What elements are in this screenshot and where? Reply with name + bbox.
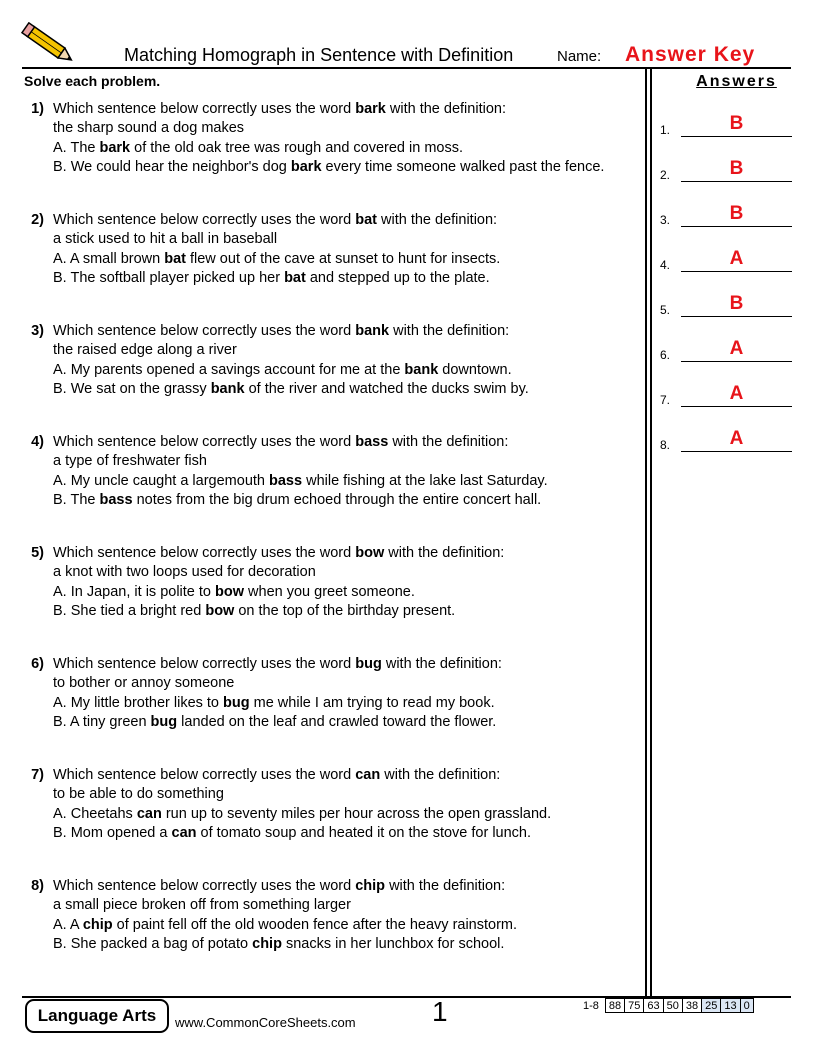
definition: to be able to do something xyxy=(53,786,224,803)
target-word: bass xyxy=(355,434,389,450)
question-number: 4) xyxy=(31,434,44,450)
answer-number: 1. xyxy=(660,123,671,137)
option-b: B. She packed a bag of potato chip snacks in her lunchbox for school. xyxy=(53,936,505,953)
question-item xyxy=(24,655,624,733)
option-a: A. The bark of the old oak tree was rough and covered in moss. xyxy=(53,139,464,156)
answer-row xyxy=(660,338,792,362)
question-prompt: Which sentence below correctly uses the word bass with the definition: xyxy=(53,434,509,450)
option-b: B. She tied a bright red bow on the top of the birthday present. xyxy=(53,603,456,620)
name-label: Name: xyxy=(557,48,602,65)
answer-number: 4. xyxy=(660,258,671,272)
definition: to bother or annoy someone xyxy=(53,675,235,692)
answer-line[interactable] xyxy=(681,316,792,317)
question-prompt: Which sentence below correctly uses the word can with the definition: xyxy=(53,767,501,783)
answer-line[interactable] xyxy=(681,271,792,272)
answer-key-label: Answer Key xyxy=(625,43,756,66)
question-prompt: Which sentence below correctly uses the word bow with the definition: xyxy=(53,545,505,561)
question-item xyxy=(24,211,624,289)
question-item xyxy=(24,877,624,955)
answer-value: B xyxy=(729,158,744,179)
answer-row xyxy=(660,248,792,272)
score-cell: 0 xyxy=(740,999,753,1013)
option-a: A. My parents opened a savings account for me at the bank downtown. xyxy=(53,361,512,378)
answer-row xyxy=(660,383,792,407)
score-cell: 13 xyxy=(721,999,740,1013)
option-a: A. My little brother likes to bug me while I am trying to read my book. xyxy=(53,694,495,711)
question-number: 5) xyxy=(31,545,44,561)
score-cell: 88 xyxy=(605,999,624,1013)
option-b: B. The softball player picked up her bat and stepped up to the plate. xyxy=(53,270,490,287)
question-item xyxy=(24,100,624,178)
score-table xyxy=(580,998,754,1013)
answer-value: B xyxy=(729,113,744,134)
target-word: bug xyxy=(355,656,382,672)
definition: a knot with two loops used for decoration xyxy=(53,564,316,581)
option-b: B. We sat on the grassy bank of the river and watched the ducks swim by. xyxy=(53,381,529,398)
definition: a small piece broken off from something larger xyxy=(53,897,351,914)
answer-line[interactable] xyxy=(681,136,792,137)
option-a: A. Cheetahs can run up to seventy miles per hour across the open grassland. xyxy=(53,805,552,822)
definition: the raised edge along a river xyxy=(53,342,237,359)
instructions: Solve each problem. xyxy=(24,73,161,89)
answers-heading: Answers xyxy=(696,73,777,90)
answer-line[interactable] xyxy=(681,181,792,182)
answer-line[interactable] xyxy=(681,451,792,452)
target-word: bark xyxy=(355,101,386,117)
definition: the sharp sound a dog makes xyxy=(53,120,245,137)
header-divider xyxy=(22,67,791,69)
website-url[interactable]: www.CommonCoreSheets.com xyxy=(175,1015,356,1030)
target-word: chip xyxy=(355,878,386,894)
question-number: 6) xyxy=(31,656,44,672)
answer-value: A xyxy=(729,338,744,359)
question-prompt: Which sentence below correctly uses the word chip with the definition: xyxy=(53,878,506,894)
target-word: bow xyxy=(355,545,385,561)
answer-row xyxy=(660,293,792,317)
column-divider xyxy=(645,68,647,997)
definition: a type of freshwater fish xyxy=(53,453,207,470)
option-b: B. Mom opened a can of tomato soup and heated it on the stove for lunch. xyxy=(53,825,532,842)
answer-number: 6. xyxy=(660,348,671,362)
score-cell: 38 xyxy=(682,999,701,1013)
pencil-icon xyxy=(20,22,80,68)
score-cell: 25 xyxy=(702,999,721,1013)
page-number: 1 xyxy=(432,996,448,1027)
option-b: B. The bass notes from the big drum echoed through the entire concert hall. xyxy=(53,492,542,509)
option-b: B. A tiny green bug landed on the leaf and crawled toward the flower. xyxy=(53,714,497,731)
answer-number: 5. xyxy=(660,303,671,317)
answer-value: B xyxy=(729,293,744,314)
score-cell: 63 xyxy=(644,999,663,1013)
option-a: A. In Japan, it is polite to bow when you greet someone. xyxy=(53,583,415,600)
option-a: A. A chip of paint fell off the old wooden fence after the heavy rainstorm. xyxy=(53,916,518,933)
answer-value: A xyxy=(729,248,744,269)
question-item xyxy=(24,544,624,622)
answer-value: B xyxy=(729,203,744,224)
answer-row xyxy=(660,113,792,137)
option-a: A. My uncle caught a largemouth bass while fishing at the lake last Saturday. xyxy=(53,472,548,489)
question-item xyxy=(24,766,624,844)
target-word: bank xyxy=(355,323,390,339)
column-divider xyxy=(650,68,652,997)
answer-row xyxy=(660,428,792,452)
answer-line[interactable] xyxy=(681,406,792,407)
question-number: 2) xyxy=(31,212,44,228)
question-number: 7) xyxy=(31,767,44,783)
question-item xyxy=(24,433,624,511)
question-item xyxy=(24,322,624,400)
answer-line[interactable] xyxy=(681,361,792,362)
question-prompt: Which sentence below correctly uses the word bat with the definition: xyxy=(53,212,498,228)
target-word: bat xyxy=(355,212,377,228)
option-b: B. We could hear the neighbor's dog bark every time someone walked past the fence. xyxy=(53,159,605,176)
question-prompt: Which sentence below correctly uses the word bark with the definition: xyxy=(53,101,506,117)
score-cell: 50 xyxy=(663,999,682,1013)
question-number: 1) xyxy=(31,101,44,117)
question-number: 8) xyxy=(31,878,44,894)
page-title: Matching Homograph in Sentence with Definition xyxy=(124,45,514,65)
answer-value: A xyxy=(729,383,744,404)
question-prompt: Which sentence below correctly uses the word bug with the definition: xyxy=(53,656,502,672)
target-word: can xyxy=(355,767,381,783)
answer-line[interactable] xyxy=(681,226,792,227)
answer-number: 3. xyxy=(660,213,671,227)
score-range: 1-8 xyxy=(583,999,599,1012)
answer-row xyxy=(660,158,792,182)
answer-row xyxy=(660,203,792,227)
answer-number: 2. xyxy=(660,168,671,182)
answer-number: 7. xyxy=(660,393,671,407)
score-cell: 75 xyxy=(625,999,644,1013)
brand-badge: Language Arts xyxy=(25,999,169,1033)
option-a: A. A small brown bat flew out of the cave at sunset to hunt for insects. xyxy=(53,250,501,267)
definition: a stick used to hit a ball in baseball xyxy=(53,231,278,248)
answer-number: 8. xyxy=(660,438,671,452)
answer-value: A xyxy=(729,428,744,449)
question-number: 3) xyxy=(31,323,44,339)
question-prompt: Which sentence below correctly uses the word bank with the definition: xyxy=(53,323,510,339)
